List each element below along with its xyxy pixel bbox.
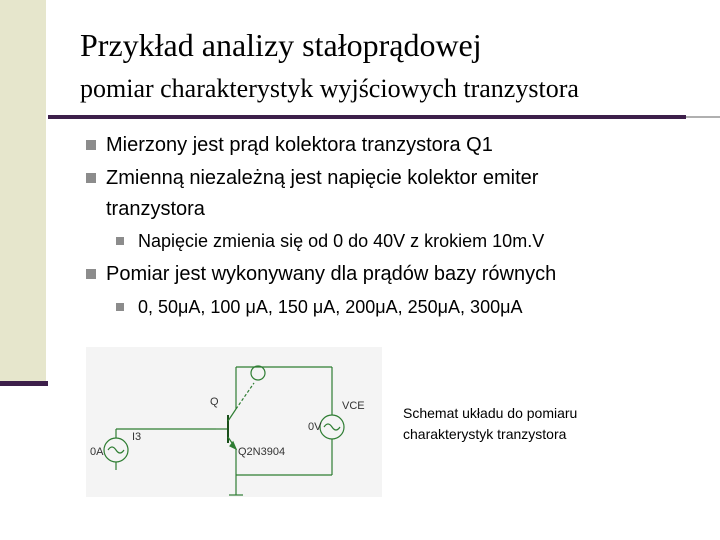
- sub-bullet-marker: [116, 303, 124, 311]
- schematic-caption: [403, 403, 643, 445]
- bullet-marker: [86, 140, 96, 150]
- slide-subtitle: pomiar charakterystyk wyjściowych tranzystora: [80, 74, 579, 103]
- bullet-2-continuation: tranzystora: [106, 198, 205, 220]
- circuit-schematic: [86, 347, 382, 497]
- bullet-3: Pomiar jest wykonywany dla prądów bazy równych: [106, 263, 557, 285]
- caption-line-2: charakterystyk tranzystora: [403, 426, 567, 442]
- probe-icon: [251, 366, 265, 380]
- bullet-2: Zmienną niezależną jest napięcie kolektor emiter: [106, 167, 539, 189]
- slide-title: Przykład analizy stałoprądowej: [80, 27, 482, 63]
- sub-bullet-2: Napięcie zmienia się od 0 do 40V z krokiem 10m.V: [138, 231, 545, 251]
- part-label: Q2N3904: [238, 446, 286, 458]
- bullet-marker: [86, 269, 96, 279]
- title-divider-tail: [686, 116, 720, 118]
- vce-label: VCE: [342, 400, 365, 412]
- q-label: Q: [210, 396, 219, 408]
- caption-line-1: Schemat układu do pomiaru: [403, 405, 578, 421]
- ib-label: I3: [132, 431, 142, 443]
- bullet-marker: [86, 173, 96, 183]
- sub-bullet-marker: [116, 237, 124, 245]
- title-divider: [48, 115, 686, 119]
- sidebar-accent: [0, 381, 48, 386]
- sub-bullet-3: 0, 50μA, 100 μA, 150 μA, 200μA, 250μA, 300μA: [138, 297, 523, 317]
- vce-value: 0V: [308, 421, 322, 433]
- schematic-drawing: [86, 347, 382, 497]
- ib-value: 0A: [90, 446, 104, 458]
- bullet-1: Mierzony jest prąd kolektora tranzystora Q1: [106, 134, 493, 156]
- sidebar-band: [0, 0, 46, 386]
